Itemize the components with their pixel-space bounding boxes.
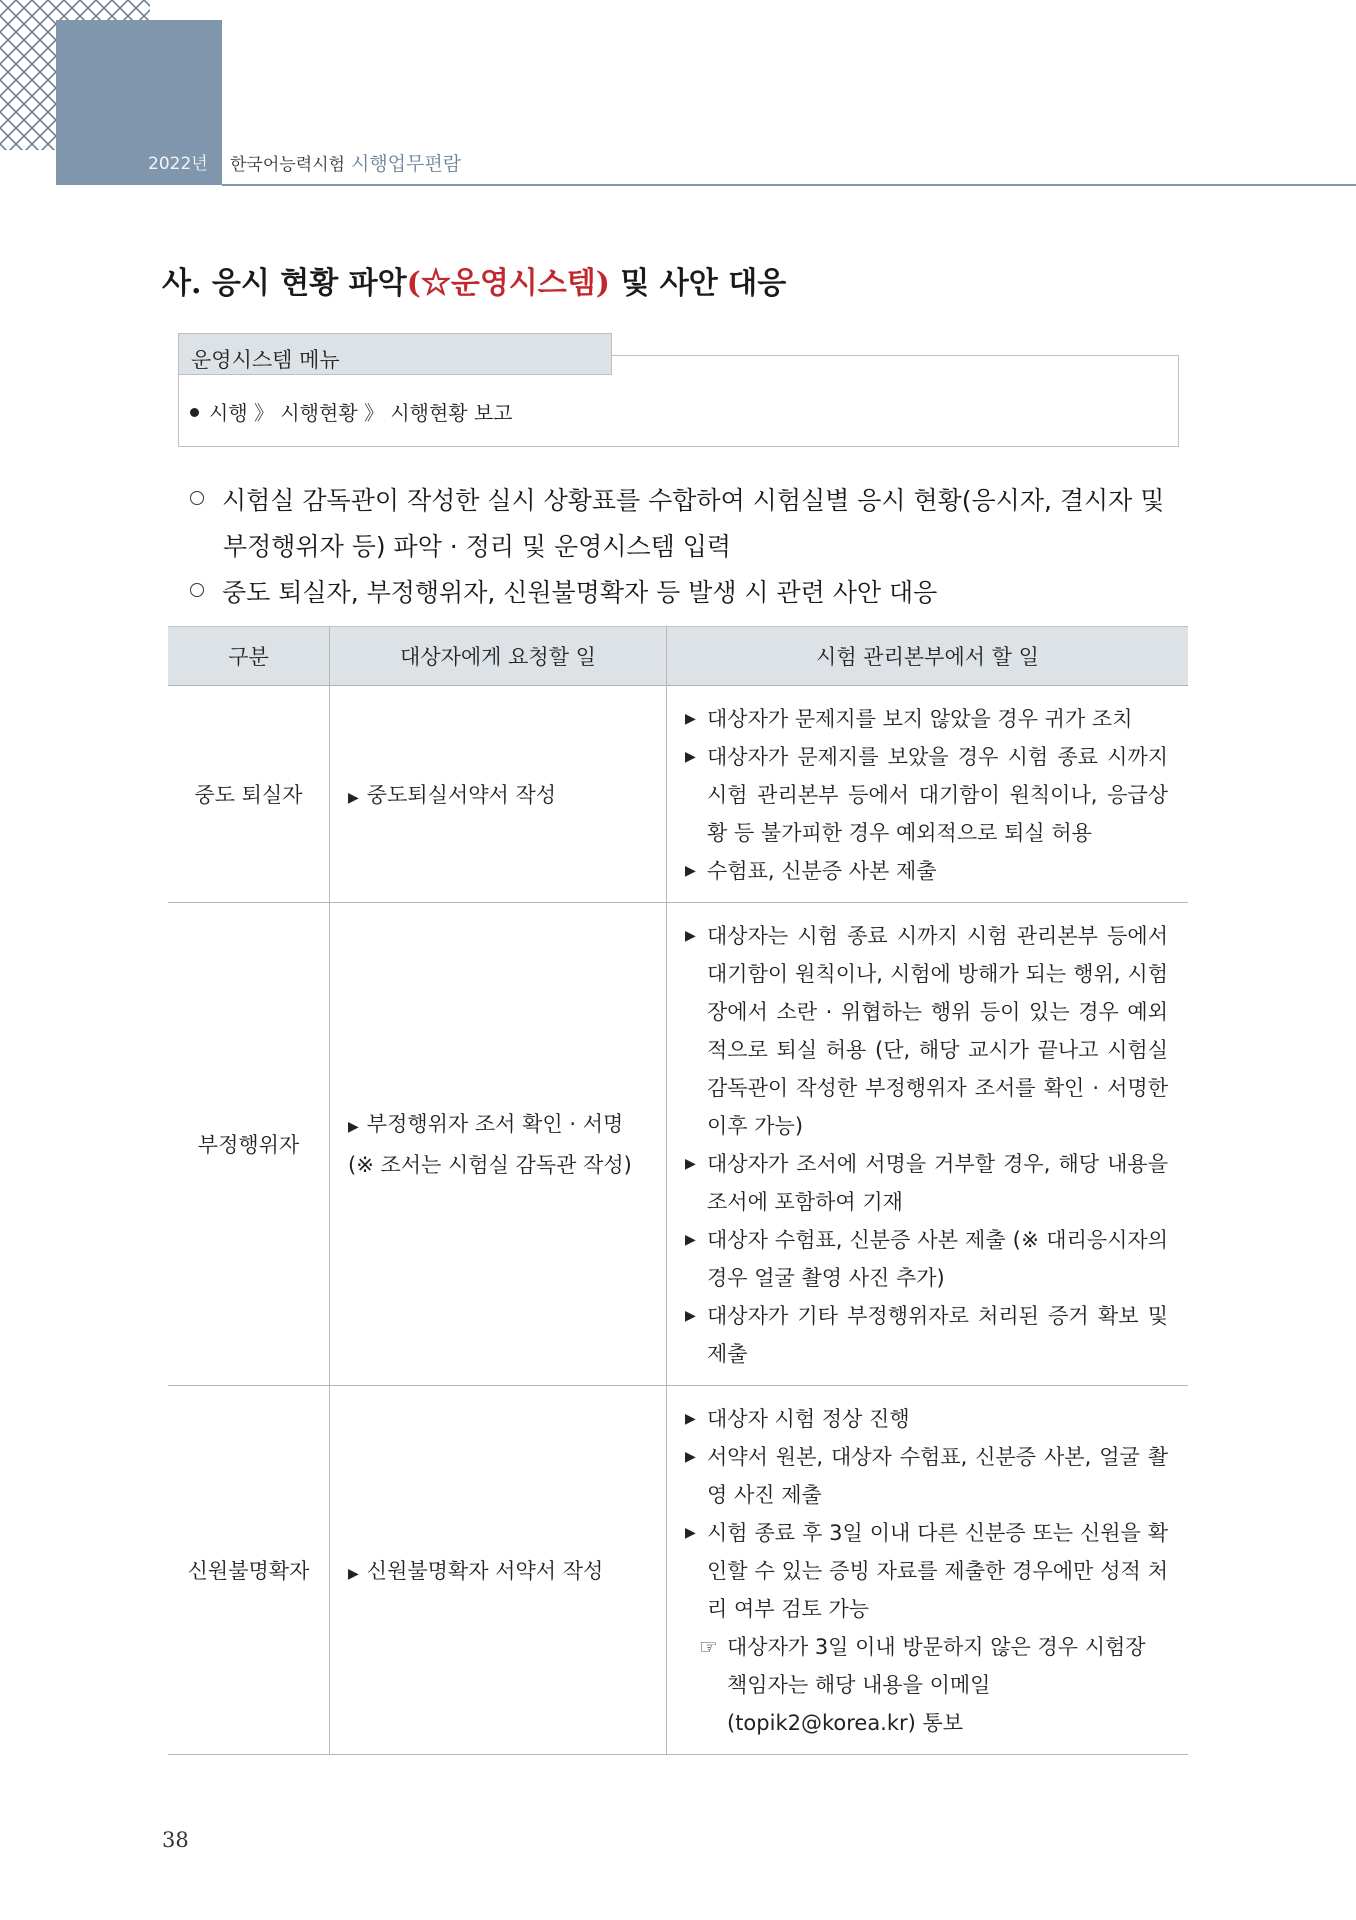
triangle-bullet-icon: ▶ [685, 1232, 696, 1248]
header-rule [222, 184, 1356, 186]
triangle-bullet-icon: ▶ [685, 1411, 696, 1427]
triangle-bullet-icon: ▶ [685, 863, 696, 879]
incident-table [168, 626, 1188, 1755]
row-actions [667, 686, 1189, 903]
header-title [230, 149, 461, 176]
action-item-text: 수험표, 신분증 사본 제출 [707, 859, 937, 883]
triangle-bullet-icon: ▶ [685, 1525, 696, 1541]
triangle-bullet-icon: ▶ [685, 711, 696, 727]
triangle-bullet-icon: ▶ [685, 749, 696, 765]
pointing-hand-icon: ☞ [699, 1635, 718, 1659]
page-number: 38 [162, 1828, 189, 1852]
action-item-text: 대상자 수험표, 신분증 사본 제출 (※ 대리응시자의 경우 얼굴 촬영 사진 추가) [707, 1228, 1168, 1290]
triangle-bullet-icon: ▶ [348, 1566, 359, 1582]
action-item-text: 서약서 원본, 대상자 수험표, 신분증 사본, 얼굴 촬영 사진 제출 [707, 1445, 1168, 1507]
row-category: 중도 퇴실자 [168, 686, 330, 903]
row-actions [667, 1386, 1189, 1755]
row-request-note: (※ 조서는 시험실 감독관 작성) [348, 1152, 632, 1177]
row-request-text: 신원불명확자 서약서 작성 [366, 1559, 604, 1583]
menu-tab-label: 운영시스템 메뉴 [178, 333, 612, 375]
note-text: 대상자가 3일 이내 방문하지 않은 경우 시험장 책임자는 해당 내용을 이메일(topik2@korea.kr) 통보 [727, 1635, 1146, 1735]
triangle-bullet-icon: ▶ [685, 1308, 696, 1324]
action-item [685, 852, 1168, 890]
column-header-request: 대상자에게 요청할 일 [330, 627, 667, 686]
action-item-text: 대상자가 문제지를 보지 않았을 경우 귀가 조치 [707, 707, 1133, 731]
action-item-text: 대상자가 문제지를 보았을 경우 시험 종료 시까지 시험 관리본부 등에서 대기함이 원칙이나, 응급상황 등 불가피한 경우 예외적으로 퇴실 허용 [707, 745, 1168, 845]
row-category: 신원불명확자 [168, 1386, 330, 1755]
action-item [685, 700, 1168, 738]
section-title-suffix: 및 사안 대응 [609, 266, 787, 301]
row-request [330, 1386, 667, 1755]
triangle-bullet-icon: ▶ [348, 1118, 359, 1135]
column-header-category: 구분 [168, 627, 330, 686]
action-item-text: 대상자가 조서에 서명을 거부할 경우, 해당 내용을 조서에 포함하여 기재 [707, 1152, 1168, 1214]
action-item-text: 시험 종료 후 3일 이내 다른 신분증 또는 신원을 확인할 수 있는 증빙 자료를 제출한 경우에만 성적 처리 여부 검토 가능 [707, 1521, 1168, 1621]
action-item-text: 대상자가 기타 부정행위자로 처리된 증거 확보 및 제출 [707, 1304, 1168, 1366]
action-item-text: 대상자 시험 정상 진행 [707, 1407, 910, 1431]
action-item [685, 1438, 1168, 1514]
section-title [162, 258, 786, 302]
row-request-text: 부정행위자 조서 확인 · 서명 [366, 1111, 624, 1136]
circle-bullet-icon [190, 583, 204, 597]
row-request [330, 686, 667, 903]
paragraph-1-line-2: 부정행위자 등) 파악 · 정리 및 운영시스템 입력 [223, 532, 732, 561]
paragraph-1 [190, 478, 1190, 570]
note-item [685, 1628, 1168, 1742]
column-header-actions: 시험 관리본부에서 할 일 [667, 627, 1189, 686]
header-year: 2022년 [148, 154, 208, 174]
triangle-bullet-icon: ▶ [685, 1449, 696, 1465]
section-title-highlight: (☆운영시스템) [406, 266, 610, 301]
header-subtitle: 시행업무편람 [350, 153, 462, 175]
action-item [685, 1297, 1168, 1373]
row-request [330, 903, 667, 1386]
paragraph-2-line-1: 중도 퇴실자, 부정행위자, 신원불명확자 등 발생 시 관련 사안 대응 [222, 578, 938, 607]
paragraph-1-line-1: 시험실 감독관이 작성한 실시 상황표를 수합하여 시험실별 응시 현황(응시자, 결시자 및 [222, 486, 1165, 515]
triangle-bullet-icon: ▶ [685, 928, 696, 944]
action-item [685, 1145, 1168, 1221]
triangle-bullet-icon: ▶ [685, 1156, 696, 1172]
row-category: 부정행위자 [168, 903, 330, 1386]
table-row [168, 1386, 1188, 1755]
row-actions [667, 903, 1189, 1386]
action-item [685, 1221, 1168, 1297]
circle-bullet-icon [190, 491, 204, 505]
action-item [685, 1400, 1168, 1438]
action-item [685, 917, 1168, 1145]
row-request-text: 중도퇴실서약서 작성 [366, 783, 557, 807]
table-row [168, 686, 1188, 903]
table-row [168, 903, 1188, 1386]
menu-path-text: 시행 》 시행현황 》 시행현황 보고 [209, 401, 513, 425]
menu-path [190, 397, 513, 426]
action-item [685, 738, 1168, 852]
action-item-text: 대상자는 시험 종료 시까지 시험 관리본부 등에서 대기함이 원칙이나, 시험에 방해가 되는 행위, 시험장에서 소란 · 위협하는 행위 등이 있는 경우 예외적으로 퇴실 허용 (단, 해당 교시가 끝나고 시험실 감독관이 작성한 부정행위자 조서를 확인 · 서명한 이후 가능) [707, 924, 1168, 1138]
paragraph-2 [190, 570, 1190, 616]
action-item [685, 1514, 1168, 1628]
section-title-prefix: 사. 응시 현황 파악 [162, 266, 407, 301]
header-title-main: 한국어능력시험 [230, 155, 345, 175]
table-header-row [168, 627, 1188, 686]
bullet-dot-icon [190, 408, 199, 417]
triangle-bullet-icon: ▶ [348, 790, 359, 806]
